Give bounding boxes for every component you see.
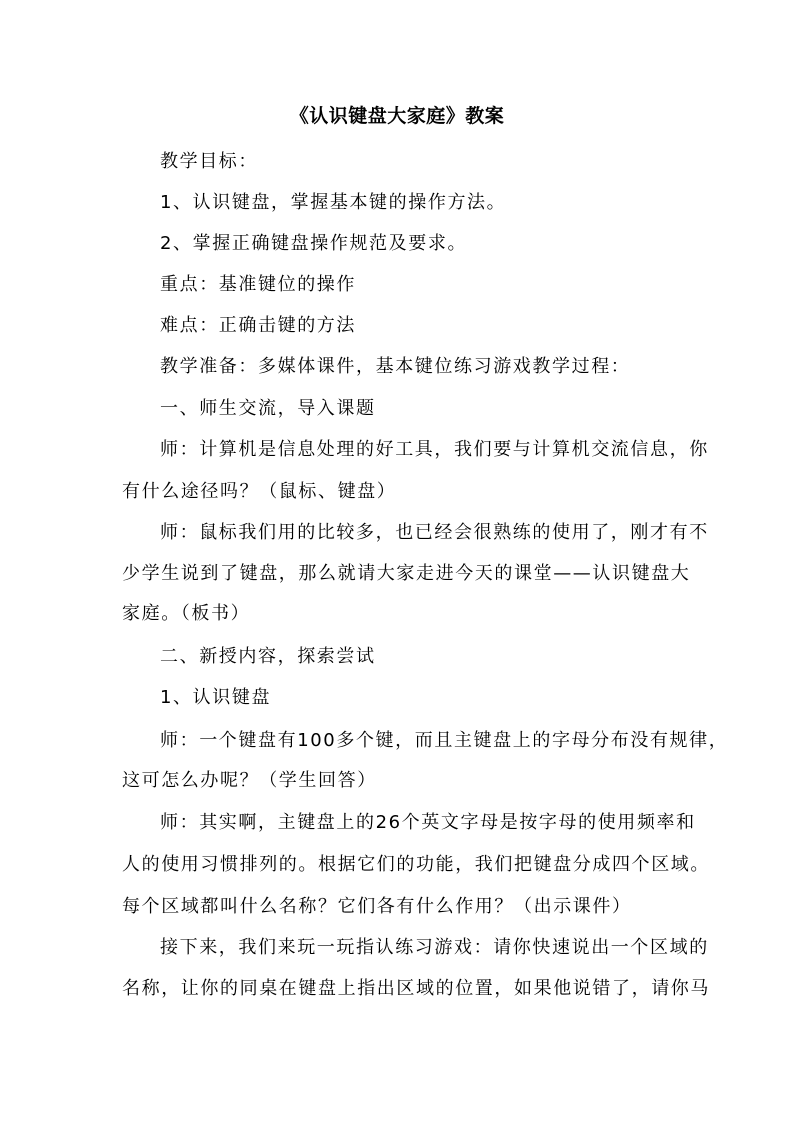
paragraph-line: 接下来，我们来玩一玩指认练习游戏：请你快速说出一个区域的 (160, 937, 709, 958)
section-heading-1: 一、师生交流，导入课题 (160, 398, 376, 419)
paragraph-line: 家庭。（板书） (122, 603, 251, 624)
paragraph-line: 1、认识键盘，掌握基本键的操作方法。 (160, 192, 507, 213)
paragraph-line: 重点：基准键位的操作 (160, 274, 356, 295)
document-title: 《认识键盘大家庭》教案 (289, 105, 505, 127)
paragraph-line: 师：计算机是信息处理的好工具，我们要与计算机交流信息，你 (160, 439, 709, 460)
section-heading-objectives: 教学目标： (160, 151, 258, 172)
paragraph-line: 2、掌握正确键盘操作规范及要求。 (160, 233, 468, 254)
paragraph-line: 教学准备：多媒体课件，基本键位练习游戏教学过程： (160, 356, 631, 377)
paragraph-line: 师：其实啊，主键盘上的26个英文字母是按字母的使用频率和 (160, 812, 696, 833)
subsection-heading: 1、认识键盘 (160, 687, 272, 708)
paragraph-line: 这可怎么办呢？（学生回答） (122, 770, 377, 791)
paragraph-line: 难点：正确击键的方法 (160, 315, 356, 336)
paragraph-line: 名称，让你的同桌在键盘上指出区域的位置，如果他说错了，请你马 (122, 978, 710, 999)
paragraph-line: 少学生说到了键盘，那么就请大家走进今天的课堂——认识键盘大 (122, 563, 691, 584)
paragraph-line: 师：一个键盘有100多个键，而且主键盘上的字母分布没有规律， (160, 730, 729, 751)
paragraph-line: 师：鼠标我们用的比较多，也已经会很熟练的使用了，刚才有不 (160, 522, 709, 543)
section-heading-2: 二、新授内容，探索尝试 (160, 646, 376, 667)
paragraph-line: 人的使用习惯排列的。根据它们的功能，我们把键盘分成四个区域。 (122, 854, 710, 875)
paragraph-line: 有什么途径吗？（鼠标、键盘） (122, 481, 397, 502)
paragraph-line: 每个区域都叫什么名称？它们各有什么作用？（出示课件） (122, 896, 632, 917)
